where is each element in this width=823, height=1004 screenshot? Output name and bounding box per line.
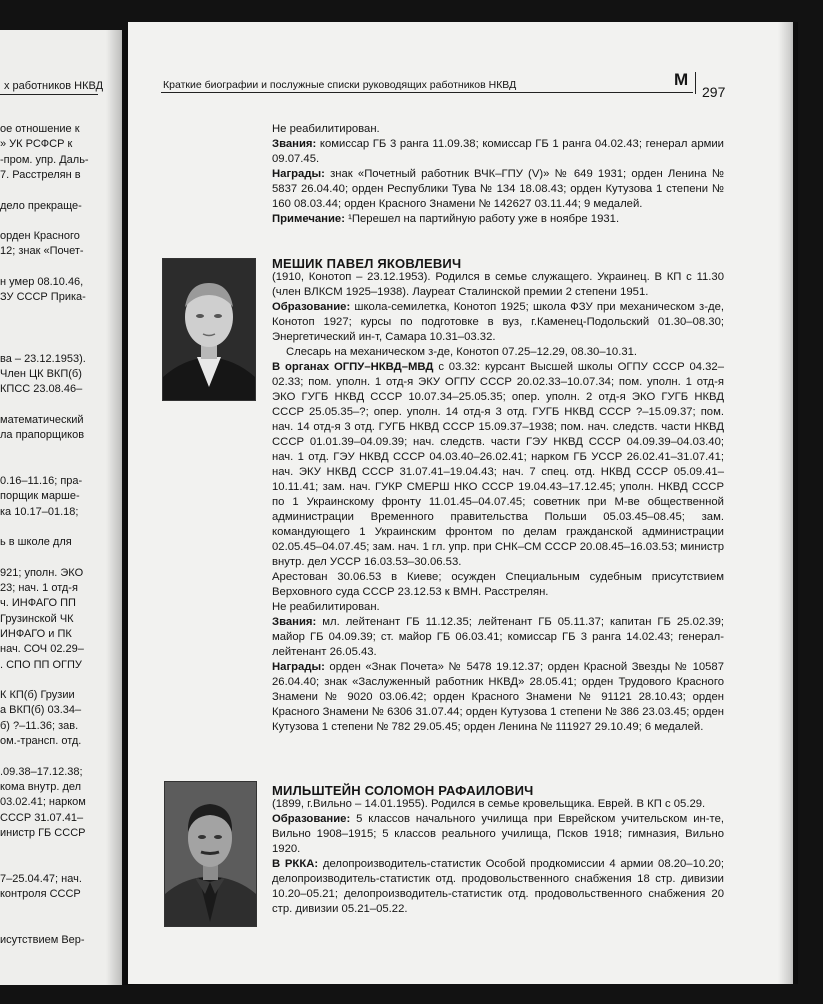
header-rule: [161, 92, 693, 93]
meshik-career-text: с 03.32: курсант Высшей школы ОГПУ СССР 04.32–02.33; пом. уполн. 1 отд-я ЭКУ ОГПУ СССР 20.02.33–10.07.34; пом. уполн. 1 отд-я ЭКО ГУГБ НКВД СССР 10.07.34–25.05.35; опер. уполн. 2 отд-я ЭКО ГУГБ НКВД СССР 25.05.35–?; опер. уполн. 14 отд-я 3 отд. ГУГБ НКВД СССР ?–15.09.37; пом. нач. 14 отд-я 3 отд. ГУГБ НКВД СССР 15.09.37–1938; пом. нач. следств. части НКВД СССР 01.01.39–04.09.39; нач. следств. части ГЭУ НКВД СССР 04.09.39–04.03.40; нач. 1 отд. ГЭУ НКВД СССР 04.03.40–26.02.41; нарком ГБ УССР 26.02.41–31.07.41; нач. ЭКУ НКВД СССР 31.07.41–19.04.43; нач. 7 спец. отд. НКВД СССР 05.09.41–10.11.41; зам. нач. ГУКР СМЕРШ НКО СССР 19.04.43–17.12.45; уполн. НКВД СССР по 1 Украинскому фронту 11.01.45–04.07.45; советник при М-ве общественной администрации Временного правительства Польши 05.03.45–08.45; зам. командующего 1 Украинским фронтом по делам гражданской администрации 02.05.45–04.07.45; зам. нач. 1 гл. упр. при СНК–СМ СССР 20.08.45–16.03.53; министр внутр. дел УССР 16.03.53–30.06.53.: [272, 361, 724, 568]
meshik-education-label: Образование:: [272, 301, 351, 313]
entry-name-milshtein: МИЛЬШТЕЙН СОЛОМОН РАФАИЛОВИЧ: [272, 783, 534, 798]
left-page-line: а ВКП(б) 03.34–: [0, 704, 82, 717]
meshik-intro: (1910, Конотоп – 23.12.1953). Родился в семье служащего. Украинец. В КП с 11.30 (член ВЛКСМ 1925–1938). Лауреат Сталинской премии 2 степени 1951.: [272, 271, 724, 298]
left-page-line: Грузинской ЧК: [0, 612, 74, 625]
left-page-line: орден Красного: [0, 230, 80, 243]
awards-paragraph: [272, 167, 724, 212]
left-page-line: -пром. упр. Даль-: [0, 153, 89, 166]
ranks-text: комиссар ГБ 3 ранга 11.09.38; комиссар ГБ 1 ранга 04.02.43; генерал армии 09.07.45.: [272, 138, 724, 165]
left-page-line: ь в школе для: [0, 536, 72, 549]
portrait-meshik-image: [163, 259, 255, 400]
not-rehabilitated: Не реабилитирован.: [272, 123, 380, 135]
left-page-line: . СПО ПП ОГПУ: [0, 658, 82, 671]
left-page: [0, 30, 122, 985]
milshtein-rkka: [272, 857, 724, 917]
entry-continuation: [272, 122, 724, 227]
left-page-line: СССР 31.07.41–: [0, 811, 84, 824]
left-page-line: математический: [0, 413, 84, 426]
left-page-line: ч. ИНФАГО ПП: [0, 597, 76, 610]
left-page-line: дело прекраще-: [0, 199, 82, 212]
entry-name-meshik: МЕШИК ПАВЕЛ ЯКОВЛЕВИЧ: [272, 256, 462, 271]
milshtein-education: [272, 812, 724, 857]
running-header: Краткие биографии и послужные списки руководящих работников НКВД: [163, 79, 517, 91]
left-page-line: кома внутр. дел: [0, 780, 82, 793]
meshik-education-text: школа-семилетка, Конотоп 1925; школа ФЗУ при механическом з-де, Конотоп 1927; курсы по подготовке в вуз, г.Каменец-Подольский 01.30–08.30; Энергетический ин-т, Самара 10.31–03.32.: [272, 301, 724, 343]
meshik-career: [272, 360, 724, 570]
left-page-line: 12; знак «Почет-: [0, 245, 84, 258]
portrait-photo-meshik: [162, 258, 256, 401]
ranks-paragraph: [272, 137, 724, 167]
left-page-line: ИНФАГО и ПК: [0, 627, 72, 640]
milshtein-rkka-text: делопроизводитель-статистик Особой продкомиссии 4 армии 08.20–10.20; делопроизводитель-статистик отд. продовольственного снабжения 18 стр. дивизии 10.20–05.21; делопроизводитель-статистик отд. продовольственного снабжения 20 стр. дивизии 05.21–05.22.: [272, 858, 724, 915]
left-page-line: 0.16–11.16; пра-: [0, 474, 83, 487]
left-page-line: 03.02.41; нарком: [0, 796, 86, 809]
left-page-line: ка 10.17–01.18;: [0, 505, 79, 518]
meshik-arrest: Арестован 30.06.53 в Киеве; осужден Специальным судебным присутствием Верховного суда СССР 23.12.53 к ВМН. Расстрелян.: [272, 571, 724, 598]
note-text: ¹Перешел на партийную работу уже в ноябре 1931.: [344, 213, 620, 225]
left-header-rule: [0, 94, 98, 95]
note-paragraph: [272, 212, 724, 227]
portrait-photo-milshtein: [164, 781, 257, 927]
left-page-line: исутствием Вер-: [0, 933, 85, 946]
left-page-line: КПСС 23.08.46–: [0, 383, 83, 396]
page-number: 297: [702, 84, 726, 100]
milshtein-rkka-label: В РККА:: [272, 858, 319, 870]
entry-body-meshik: [272, 270, 724, 735]
left-page-line: б) ?–11.36; зав.: [0, 719, 79, 732]
portrait-milshtein-image: [165, 782, 256, 926]
page-edge-shadow: [778, 22, 798, 984]
left-page-line: 7. Расстрелян в: [0, 168, 81, 181]
meshik-education: [272, 300, 724, 345]
note-label: Примечание:: [272, 213, 345, 225]
left-page-line: 23; нач. 1 отд-я: [0, 582, 78, 594]
left-page-line: Член ЦК ВКП(б): [0, 367, 82, 380]
meshik-awards-label: Награды:: [272, 661, 325, 673]
meshik-ranks: [272, 615, 724, 660]
left-page-line: нач. СОЧ 02.29–: [0, 643, 84, 656]
entry-body-milshtein: [272, 797, 724, 917]
ranks-label: Звания:: [272, 138, 317, 150]
left-page-line: контроля СССР: [0, 888, 81, 900]
meshik-ranks-text: мл. лейтенант ГБ 11.12.35; лейтенант ГБ 05.11.37; капитан ГБ 25.02.39; майор ГБ 04.09.39; ст. майор ГБ 06.03.41; комиссар ГБ 3 ранга 14.02.43; генерал-лейтенант 26.05.43.: [272, 616, 724, 658]
header-divider: [695, 72, 696, 94]
meshik-awards: [272, 660, 724, 735]
left-page-line: порщик марше-: [0, 490, 80, 503]
meshik-work: Слесарь на механическом з-де, Конотоп 07.25–12.29, 08.30–10.31.: [286, 346, 638, 358]
left-page-line: ом.-трансп. отд.: [0, 735, 82, 747]
meshik-awards-text: орден «Знак Почета» № 5478 19.12.37; орден Красной Звезды № 10587 26.04.40; знак «Заслуженный работник НКВД» 28.05.41; орден Трудового Красного Знамени № 9020 03.06.42; орден Красного Знамени № 91121 28.10.43; орден Красного Знамени № 6306 31.07.44; орден Кутузова 1 степени № 386 23.03.45; орден Кутузова 1 степени № 782 29.05.45; орден Ленина № 111927 29.10.49; 6 медалей.: [272, 661, 724, 733]
milshtein-intro: (1899, г.Вильно – 14.01.1955). Родился в семье кровельщика. Еврей. В КП с 05.29.: [272, 798, 706, 810]
left-page-line: » УК РСФСР к: [0, 138, 73, 151]
milshtein-education-label: Образование:: [272, 813, 351, 825]
awards-text: знак «Почетный работник ВЧК–ГПУ (V)» № 649 1931; орден Ленина № 5837 26.04.40; орден Республики Тува № 134 18.08.43; орден Кутузова 1 степени № 160 08.03.44; орден Красного Знамени № 142627 03.11.44; 9 медалей.: [272, 168, 724, 210]
left-page-line: инистр ГБ СССР: [0, 826, 86, 839]
meshik-ranks-label: Звания:: [272, 616, 317, 628]
left-page-line: ва – 23.12.1953).: [0, 352, 86, 365]
left-page-line: ое отношение к: [0, 123, 80, 135]
meshik-not-rehabilitated: Не реабилитирован.: [272, 601, 380, 613]
awards-label: Награды:: [272, 168, 325, 180]
left-page-line: ла прапорщиков: [0, 429, 85, 441]
left-page-line: 7–25.04.47; нач.: [0, 872, 82, 885]
milshtein-education-text: 5 классов начального училища при Еврейском учительском ин-те, Вильно 1908–1915; 5 классов реального училища, Псков 1918; гимназия, Вильно 1920.: [272, 813, 724, 855]
section-letter: М: [674, 70, 689, 89]
left-running-header: х работников НКВД: [4, 80, 104, 92]
left-page-line: К КП(б) Грузии: [0, 689, 75, 702]
meshik-career-label: В органах ОГПУ–НКВД–МВД: [272, 361, 434, 373]
left-page-line: ЗУ СССР Прика-: [0, 291, 86, 304]
left-page-line: .09.38–17.12.38;: [0, 765, 83, 778]
left-page-line: 921; уполн. ЭКО: [0, 566, 84, 579]
left-page-line: н умер 08.10.46,: [0, 276, 84, 288]
